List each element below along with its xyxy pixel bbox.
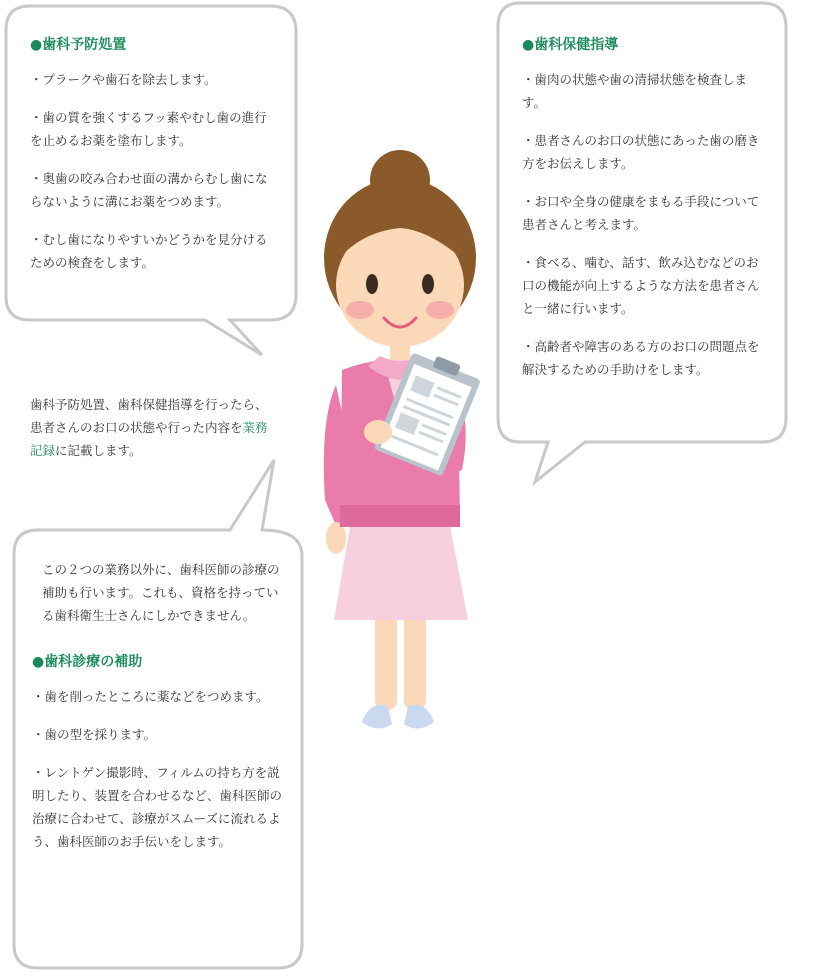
right-hand xyxy=(364,420,392,444)
skirt xyxy=(334,515,468,620)
guidance-item: ・お口や全身の健康をまもる手段について患者さんと考えます。 xyxy=(522,194,760,232)
prevention-item: ・むし歯になりやすいかどうかを見分けるための検査をします。 xyxy=(30,232,268,270)
assist-item: ・レントゲン撮影時、フィルムの持ち方を説明したり、装置を合わせるなど、歯科医師の治療に合わせて、診療がスムーズに流れるよう、歯科医師のお手伝いをします。 xyxy=(32,765,283,849)
assist-intro: この２つの業務以外に、歯科医師の診療の補助も行います。これも、資格を持っている歯科衛生士さんにしかできません。 xyxy=(42,562,280,623)
guidance-heading: ●歯科保健指導 xyxy=(522,37,619,53)
assist-item: ・歯を削ったところに薬などをつめます。 xyxy=(32,689,269,704)
right-eye xyxy=(422,274,434,294)
bubble-prevention xyxy=(30,34,278,289)
bubble-guidance xyxy=(522,34,770,396)
prevention-item: ・歯の質を強くするフッ素やむし歯の進行を止めるお薬を塗布します。 xyxy=(30,110,267,148)
bubble-assist xyxy=(32,558,288,868)
assist-heading: ●歯科診療の補助 xyxy=(32,654,143,670)
record-note-after: に記載します。 xyxy=(55,443,142,458)
cardigan-hem xyxy=(340,505,460,527)
record-note xyxy=(30,393,278,462)
prevention-item: ・プラークや歯石を除去します。 xyxy=(30,72,217,87)
prevention-heading: ●歯科予防処置 xyxy=(30,37,127,53)
record-note-text xyxy=(30,393,278,462)
hair-bun xyxy=(370,150,430,210)
right-shoe xyxy=(404,705,434,729)
guidance-item: ・歯肉の状態や歯の清掃状態を検査します。 xyxy=(522,72,748,110)
record-link[interactable]: 業務記録 xyxy=(30,420,268,458)
record-note-before: 歯科予防処置、歯科保健指導を行ったら、患者さんのお口の状態や行った内容を xyxy=(30,397,268,435)
right-cheek xyxy=(426,301,454,319)
prevention-item: ・奥歯の咬み合わせ面の溝からむし歯にならないように溝にお薬をつめます。 xyxy=(30,171,268,209)
guidance-item: ・高齢者や障害のある方のお口の問題点を解決するための手助けをします。 xyxy=(522,339,760,377)
left-shoe xyxy=(362,705,392,729)
left-eye xyxy=(366,274,378,294)
guidance-item: ・患者さんのお口の状態にあった歯の磨き方をお伝えします。 xyxy=(522,133,760,171)
assist-item: ・歯の型を採ります。 xyxy=(32,727,157,742)
left-cheek xyxy=(346,301,374,319)
guidance-item: ・食べる、噛む、話す、飲み込むなどのお口の機能が向上するような方法を患者さんと一緒に行います。 xyxy=(522,255,760,316)
